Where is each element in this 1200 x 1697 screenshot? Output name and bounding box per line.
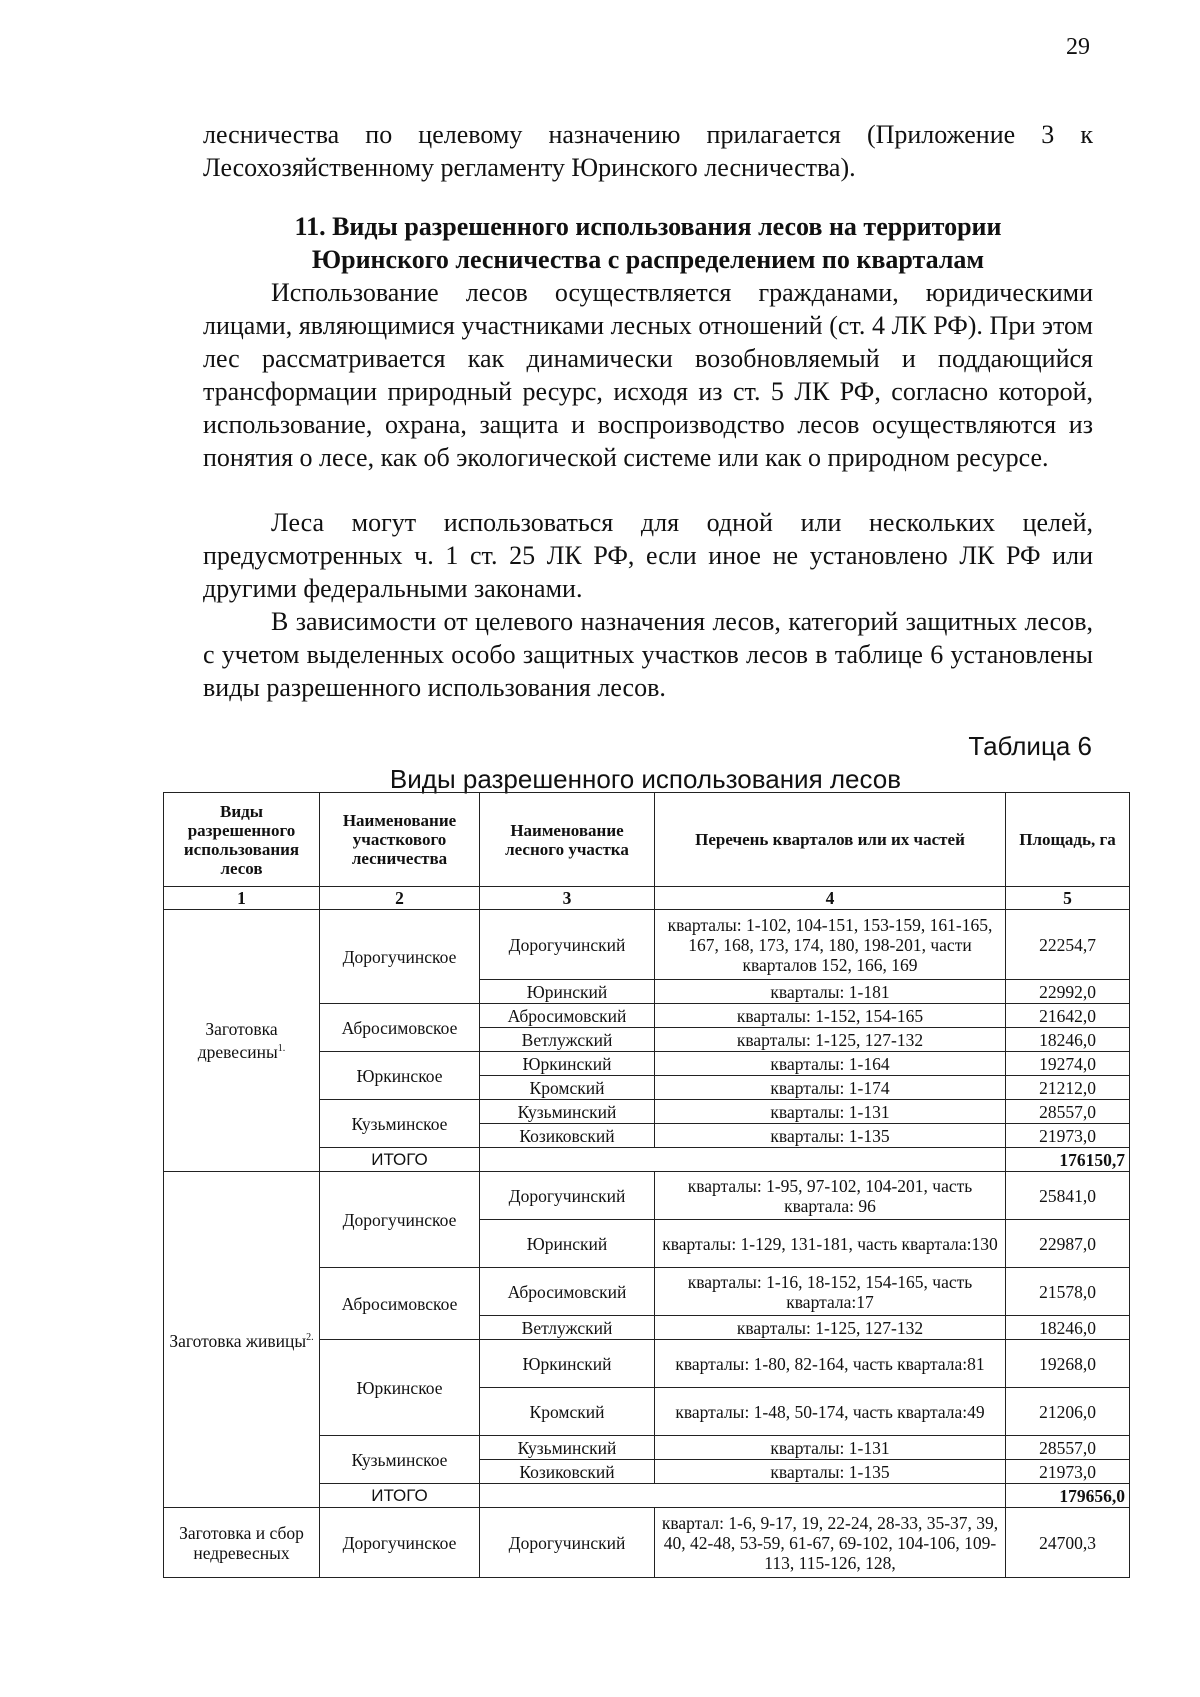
quarters-cell: кварталы: 1-135 (655, 1460, 1006, 1484)
quarters-cell: кварталы: 1-125, 127-132 (655, 1316, 1006, 1340)
col-number: 4 (655, 887, 1006, 910)
quarters-cell: кварталы: 1-135 (655, 1124, 1006, 1148)
paragraph-table-intro: В зависимости от целевого назначения лесов, категорий защитных лесов, с учетом выделенных особо защитных участков лесов в таблице 6 установлены виды разрешенного использования лесов. (203, 607, 1093, 702)
total-label: ИТОГО (320, 1148, 480, 1172)
table-label: Таблица 6 (968, 731, 1092, 761)
site-cell: Ветлужский (480, 1028, 655, 1052)
site-cell: Абросимовский (480, 1004, 655, 1028)
site-cell: Юркинский (480, 1340, 655, 1388)
page-number: 29 (1066, 34, 1090, 60)
site-cell: Ветлужский (480, 1316, 655, 1340)
district-cell: Юркинское (320, 1340, 480, 1436)
district-cell: Юркинское (320, 1052, 480, 1100)
site-cell: Козиковский (480, 1460, 655, 1484)
use-type-cell: Заготовка и сбор недревесных (164, 1508, 320, 1578)
area-cell: 21206,0 (1006, 1388, 1130, 1436)
area-cell: 19274,0 (1006, 1052, 1130, 1076)
quarters-cell: кварталы: 1-80, 82-164, часть квартала:81 (655, 1340, 1006, 1388)
table-row (164, 1508, 1130, 1578)
total-value: 179656,0 (1006, 1484, 1130, 1508)
district-cell: Кузьминское (320, 1436, 480, 1484)
site-cell: Козиковский (480, 1124, 655, 1148)
site-cell: Кромский (480, 1388, 655, 1436)
total-value: 176150,7 (1006, 1148, 1130, 1172)
quarters-cell: кварталы: 1-131 (655, 1100, 1006, 1124)
district-cell: Абросимовское (320, 1004, 480, 1052)
district-cell: Дорогучинское (320, 1172, 480, 1268)
site-cell: Дорогучинский (480, 1172, 655, 1220)
site-cell: Дорогучинский (480, 910, 655, 980)
area-cell: 18246,0 (1006, 1028, 1130, 1052)
heading-line-1: 11. Виды разрешенного использования лесов на территории (294, 212, 1002, 241)
area-cell: 22992,0 (1006, 980, 1130, 1004)
header-site: Наименование лесного участка (480, 793, 655, 887)
col-number: 3 (480, 887, 655, 910)
site-cell: Юринский (480, 1220, 655, 1268)
area-cell: 19268,0 (1006, 1340, 1130, 1388)
site-cell: Абросимовский (480, 1268, 655, 1316)
area-cell: 28557,0 (1006, 1436, 1130, 1460)
area-cell: 21578,0 (1006, 1268, 1130, 1316)
district-cell: Кузьминское (320, 1100, 480, 1148)
quarters-cell: кварталы: 1-152, 154-165 (655, 1004, 1006, 1028)
col-number: 2 (320, 887, 480, 910)
area-cell: 21212,0 (1006, 1076, 1130, 1100)
area-cell: 25841,0 (1006, 1172, 1130, 1220)
section-heading (203, 210, 1093, 276)
area-cell: 18246,0 (1006, 1316, 1130, 1340)
table-row (164, 910, 1130, 980)
area-cell: 21642,0 (1006, 1004, 1130, 1028)
site-cell: Кузьминский (480, 1100, 655, 1124)
use-type-cell: Заготовка живицы$^{2.}$ (164, 1172, 320, 1508)
footnote-mark: 1. (277, 1043, 286, 1055)
quarters-cell: кварталы: 1-174 (655, 1076, 1006, 1100)
area-cell: 22254,7 (1006, 910, 1130, 980)
quarters-cell: кварталы: 1-95, 97-102, 104-201, часть квартала: 96 (655, 1172, 1006, 1220)
quarters-cell: кварталы: 1-164 (655, 1052, 1006, 1076)
district-cell: Абросимовское (320, 1268, 480, 1340)
quarters-cell: кварталы: 1-129, 131-181, часть квартала:130 (655, 1220, 1006, 1268)
area-cell: 21973,0 (1006, 1460, 1130, 1484)
forest-use-table (163, 792, 1130, 1578)
col-number: 5 (1006, 887, 1130, 910)
column-number-row (164, 887, 1130, 910)
table-caption: Виды разрешенного использования лесов (389, 764, 902, 794)
header-quarters: Перечень кварталов или их частей (655, 793, 1006, 887)
area-cell: 21973,0 (1006, 1124, 1130, 1148)
header-use-type: Виды разрешенного использования лесов (164, 793, 320, 887)
site-cell: Юркинский (480, 1052, 655, 1076)
paragraph-usage: Использование лесов осуществляется гражданами, юридическими лицами, являющимися участниками лесных отношений (ст. 4 ЛК РФ). При этом лес рассматривается как динамически возобновляемый и поддающийся трансформации природный ресурс, исходя из ст. 5 ЛК РФ, согласно которой, использование, охрана, защита и воспроизводство лесов осуществляются из понятия о лесе, как об экологической системе или как о природном ресурсе. (203, 278, 1093, 472)
quarters-cell: кварталы: 1-16, 18-152, 154-165, часть квартала:17 (655, 1268, 1006, 1316)
site-cell: Кузьминский (480, 1436, 655, 1460)
col-number: 1 (164, 887, 320, 910)
footnote-mark: 2. (306, 1332, 314, 1344)
total-label: ИТОГО (320, 1484, 480, 1508)
quarters-cell: квартал: 1-6, 9-17, 19, 22-24, 28-33, 35-37, 39, 40, 42-48, 53-59, 61-67, 69-102, 104-106, 109-113, 115-126, 128, (655, 1508, 1006, 1578)
header-district: Наименование участкового лесничества (320, 793, 480, 887)
paragraph-purposes: Леса могут использоваться для одной или нескольких целей, предусмотренных ч. 1 ст. 25 ЛК РФ, если иное не установлено ЛК РФ или другими федеральными законами. (203, 508, 1093, 603)
site-cell: Кромский (480, 1076, 655, 1100)
empty-cell (480, 1148, 1006, 1172)
site-cell: Дорогучинский (480, 1508, 655, 1578)
quarters-cell: кварталы: 1-125, 127-132 (655, 1028, 1006, 1052)
site-cell: Юринский (480, 980, 655, 1004)
table-header-row (164, 793, 1130, 887)
district-cell: Дорогучинское (320, 910, 480, 1004)
district-cell: Дорогучинское (320, 1508, 480, 1578)
table-row (164, 1172, 1130, 1220)
quarters-cell: кварталы: 1-102, 104-151, 153-159, 161-165, 167, 168, 173, 174, 180, 198-201, части кварталов 152, 166, 169 (655, 910, 1006, 980)
empty-cell (480, 1484, 1006, 1508)
heading-line-2: Юринского лесничества с распределением по кварталам (311, 245, 985, 274)
area-cell: 28557,0 (1006, 1100, 1130, 1124)
header-area: Площадь, га (1006, 793, 1130, 887)
quarters-cell: кварталы: 1-181 (655, 980, 1006, 1004)
area-cell: 22987,0 (1006, 1220, 1130, 1268)
quarters-cell: кварталы: 1-131 (655, 1436, 1006, 1460)
paragraph-intro: лесничества по целевому назначению прилагается (Приложение 3 к Лесохозяйственному регламенту Юринского лесничества). (203, 120, 1093, 182)
quarters-cell: кварталы: 1-48, 50-174, часть квартала:49 (655, 1388, 1006, 1436)
area-cell: 24700,3 (1006, 1508, 1130, 1578)
use-type-cell: Заготовка древесины$^{1.}$ (164, 910, 320, 1172)
